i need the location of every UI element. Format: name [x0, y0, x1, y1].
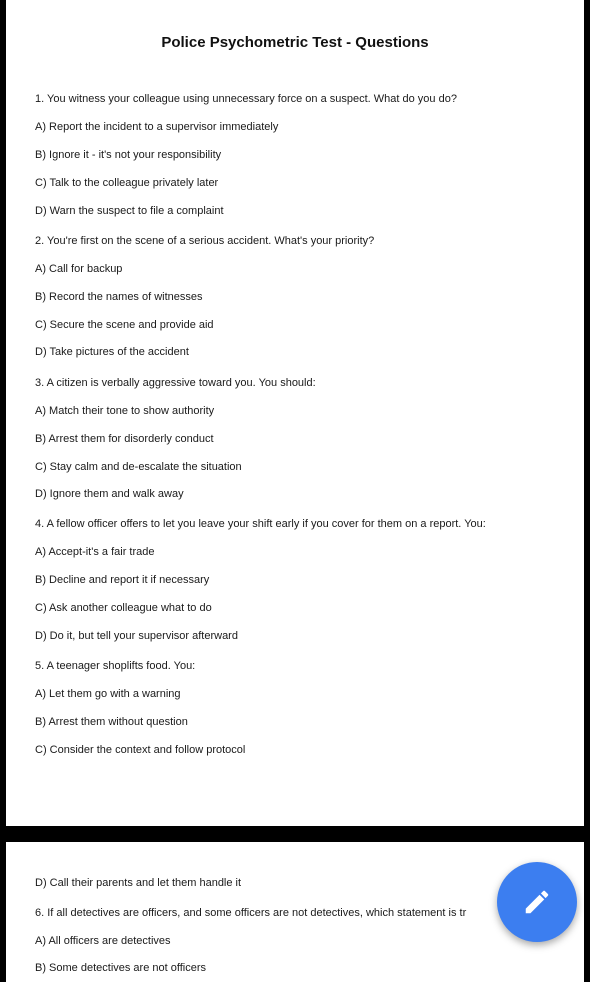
q4-option-c: C) Ask another colleague what to do — [35, 602, 212, 614]
question-5: 5. A teenager shoplifts food. You: — [35, 660, 196, 672]
question-1: 1. You witness your colleague using unnecessary force on a suspect. What do you do? — [35, 93, 457, 105]
page-title: Police Psychometric Test - Questions — [161, 34, 429, 51]
q4-option-b: B) Decline and report it if necessary — [35, 574, 210, 586]
q5-option-a: A) Let them go with a warning — [35, 688, 181, 700]
q6-option-a: A) All officers are detectives — [35, 935, 171, 947]
q1-option-d: D) Warn the suspect to file a complaint — [35, 205, 224, 217]
q1-option-a: A) Report the incident to a supervisor immediately — [35, 121, 279, 133]
q5-option-d: D) Call their parents and let them handle it — [35, 877, 242, 889]
question-6: 6. If all detectives are officers, and some officers are not detectives, which statement is tr — [35, 907, 467, 919]
q4-option-a: A) Accept-it's a fair trade — [35, 546, 155, 558]
q4-option-d: D) Do it, but tell your supervisor afterward — [35, 630, 238, 642]
q1-option-b: B) Ignore it - it's not your responsibility — [35, 149, 222, 161]
document-page-1 — [6, 0, 584, 826]
edit-fab-button[interactable] — [497, 862, 577, 942]
q3-option-c: C) Stay calm and de-escalate the situation — [35, 461, 242, 473]
question-4: 4. A fellow officer offers to let you leave your shift early if you cover for them on a report. You: — [35, 518, 486, 530]
q6-option-b: B) Some detectives are not officers — [35, 962, 206, 974]
q2-option-c: C) Secure the scene and provide aid — [35, 319, 214, 331]
q3-option-d: D) Ignore them and walk away — [35, 488, 184, 500]
q2-option-d: D) Take pictures of the accident — [35, 346, 189, 358]
q3-option-b: B) Arrest them for disorderly conduct — [35, 433, 214, 445]
q3-option-a: A) Match their tone to show authority — [35, 405, 215, 417]
question-2: 2. You're first on the scene of a serious accident. What's your priority? — [35, 235, 375, 247]
question-3: 3. A citizen is verbally aggressive toward you. You should: — [35, 377, 316, 389]
q1-option-c: C) Talk to the colleague privately later — [35, 177, 219, 189]
q5-option-c: C) Consider the context and follow protocol — [35, 744, 246, 756]
pencil-icon — [522, 887, 552, 917]
q2-option-b: B) Record the names of witnesses — [35, 291, 203, 303]
q5-option-b: B) Arrest them without question — [35, 716, 188, 728]
q2-option-a: A) Call for backup — [35, 263, 123, 275]
